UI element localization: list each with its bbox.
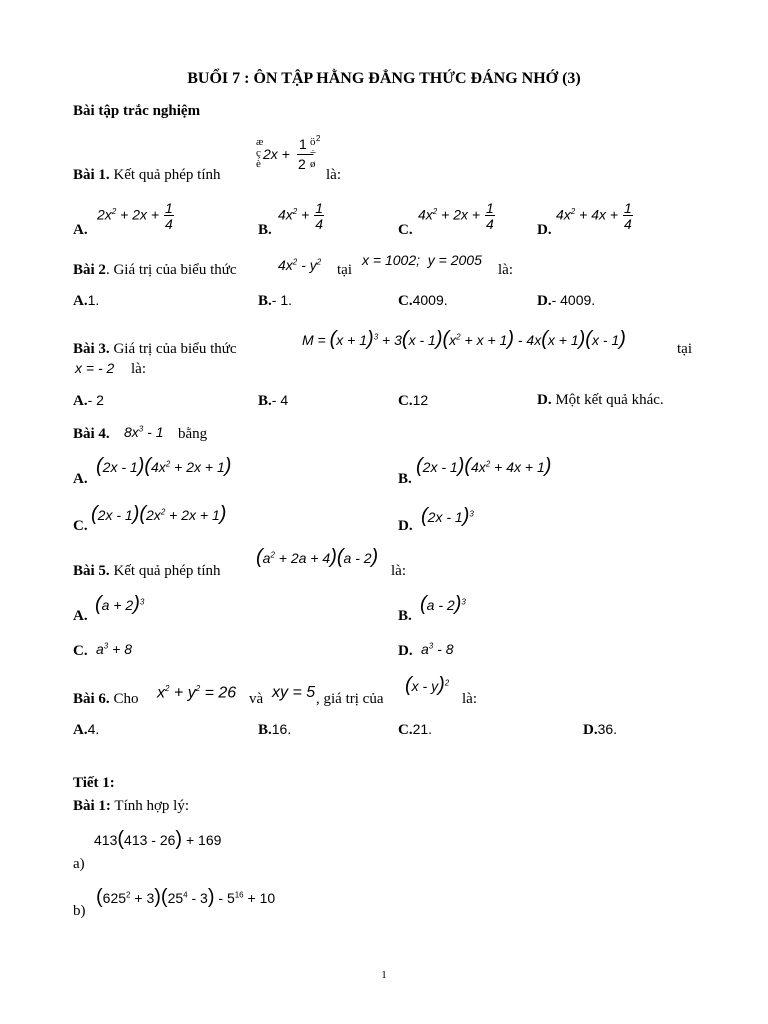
question-6-tail: là: [462,691,477,707]
option-c-expression: $a^3 + 8$ [96,641,132,657]
question-label: Bài 6. [73,691,110,707]
question-6-giatri: , giá trị của [316,691,384,707]
option-a [73,721,99,739]
question-text: Cho [113,691,139,707]
question-label: Bài 5. [73,563,110,579]
option-label: C. [398,393,413,409]
option-d-expression: $a^3 - 8$ [421,641,454,657]
question-6-condition-2: xy = 5 [272,684,316,701]
question-6-prompt [73,691,138,708]
option-label: A. [73,722,88,738]
option-b-label: B. [258,222,272,238]
option-label: C. [398,722,413,738]
option-value: - 1. [271,292,292,308]
option-d-label: D. [398,643,413,659]
option-d-expression: $4x^2 + 4x$ + $\frac{1}{4}$ [556,200,632,232]
option-value: 4009. [412,292,448,308]
exercise-1b-expression: $(625^2 + 3)(25^4 - 3) - 5^{16} + 10$ [96,886,276,908]
option-label: D. [583,722,598,738]
question-1-prompt [73,167,221,184]
question-6-va: và [249,691,264,707]
question-3-expression: $M = (x + 1)^3 + 3(x - 1)(x^2 + x + 1) - 4x(x + 1)(x - 1)$ [302,328,626,350]
option-d [583,721,617,739]
option-c-expression: $4x^2 + 2x$ + $\frac{1}{4}$ [418,200,494,232]
exercise-text: Tính hợp lý: [114,798,190,814]
option-d-label: D. [398,518,413,534]
option-b [258,392,288,410]
question-label: Bài 2 [73,262,106,278]
question-6-expression: (x - y)$^2$ [405,674,450,696]
question-1-tail: là: [326,167,341,183]
question-4-expression: $8x^3 - 1$ [124,424,164,440]
option-value: 4. [87,721,100,737]
option-a-label: A. [73,222,88,238]
option-c-label: C. [73,643,88,659]
option-value: - 4 [271,392,289,408]
exercise-label: Bài 1: [73,798,111,814]
question-text: Kết quả phép tính [113,563,221,579]
page-number: 1 [381,969,387,981]
option-c [398,721,432,739]
option-value: 36. [597,721,618,737]
option-a [73,292,99,310]
option-label: D. [537,392,552,408]
question-3-condition: x = - 2 [75,360,115,376]
option-label: B. [258,293,272,309]
option-label: A. [73,293,88,309]
lesson-heading: Tiết 1: [73,775,115,791]
option-c-label: C. [398,222,413,238]
option-value: 1. [87,292,100,308]
option-value: 16. [271,721,292,737]
option-label: A. [73,393,88,409]
question-3-tai: tại [677,341,692,357]
question-label: Bài 1. [73,167,110,183]
question-3-prompt [73,341,237,358]
question-4-label: Bài 4. [73,426,110,442]
option-a-expression: $2x^2 + 2x$ + $\frac{1}{4}$ [97,200,173,232]
option-b [258,292,292,310]
option-a [73,392,104,410]
option-c-label: C. [73,518,88,534]
question-2-tail: là: [498,262,513,278]
question-5-prompt [73,563,221,580]
option-a-label: A. [73,608,88,624]
section-heading: Bài tập trắc nghiệm [73,103,201,119]
question-2-expression: $4x^2 - y^2$ [278,257,322,273]
question-2-condition: x = 1002; y = 2005 [362,252,482,268]
exercise-1-prompt [73,798,189,815]
exercise-1a-label: a) [73,856,85,872]
option-b-expression: $(2x - 1)(4x^2 + 4x + 1)$ [416,455,552,477]
option-a-expression: $(a + 2)^3$ [95,593,145,615]
option-b-label: B. [398,471,412,487]
option-value: Một kết quả khác. [555,392,664,408]
option-value: 21. [412,721,433,737]
option-b [258,721,291,739]
exercise-1a-expression: 413(413 - 26) + 169 [94,828,222,850]
option-label: B. [258,393,272,409]
question-6-condition-1: $x^2 + y^2 = 26$ [157,684,237,702]
option-d-expression: (2x - 1)$^3$ [421,505,474,527]
question-text: Kết quả phép tính [113,167,221,183]
option-b-expression: $4x^2$ + $\frac{1}{4}$ [278,200,324,232]
option-label: B. [258,722,272,738]
question-2-tai: tại [337,262,352,278]
option-value: 12 [412,392,429,408]
question-1-expression: æ ç è 2x + 1 2 ö ÷ ø 2 [256,134,321,172]
question-5-expression: $(a^2 + 2a + 4)(a - 2)$ [256,546,379,568]
option-a-expression: $(2x - 1)(4x^2 + 2x + 1)$ [96,455,232,477]
question-label: Bài 3. [73,341,110,357]
option-label: D. [537,293,552,309]
exercise-1b-label: b) [73,903,86,919]
option-d [537,292,595,310]
option-value: - 2 [87,392,104,408]
option-c-expression: $(2x - 1)(2x^2 + 2x + 1)$ [91,503,227,525]
question-text: Giá trị của biểu thức [113,341,237,357]
question-5-tail: là: [391,563,406,579]
option-d-label: D. [537,222,552,238]
question-2-prompt [73,262,237,279]
option-d [537,392,664,409]
option-b-label: B. [398,608,412,624]
option-label: C. [398,293,413,309]
question-text: . Giá trị của biểu thức [105,262,237,278]
option-value: - 4009. [551,292,596,308]
question-3-tail: là: [131,361,146,377]
option-a-label: A. [73,471,88,487]
option-c [398,392,428,410]
page-title: BUỔI 7 : ÔN TẬP HẰNG ĐẲNG THỨC ĐÁNG NHỚ (3) [187,70,581,87]
option-b-expression: (a - 2)$^3$ [420,593,466,615]
option-c [398,292,448,310]
question-4-tail: bằng [178,426,208,442]
